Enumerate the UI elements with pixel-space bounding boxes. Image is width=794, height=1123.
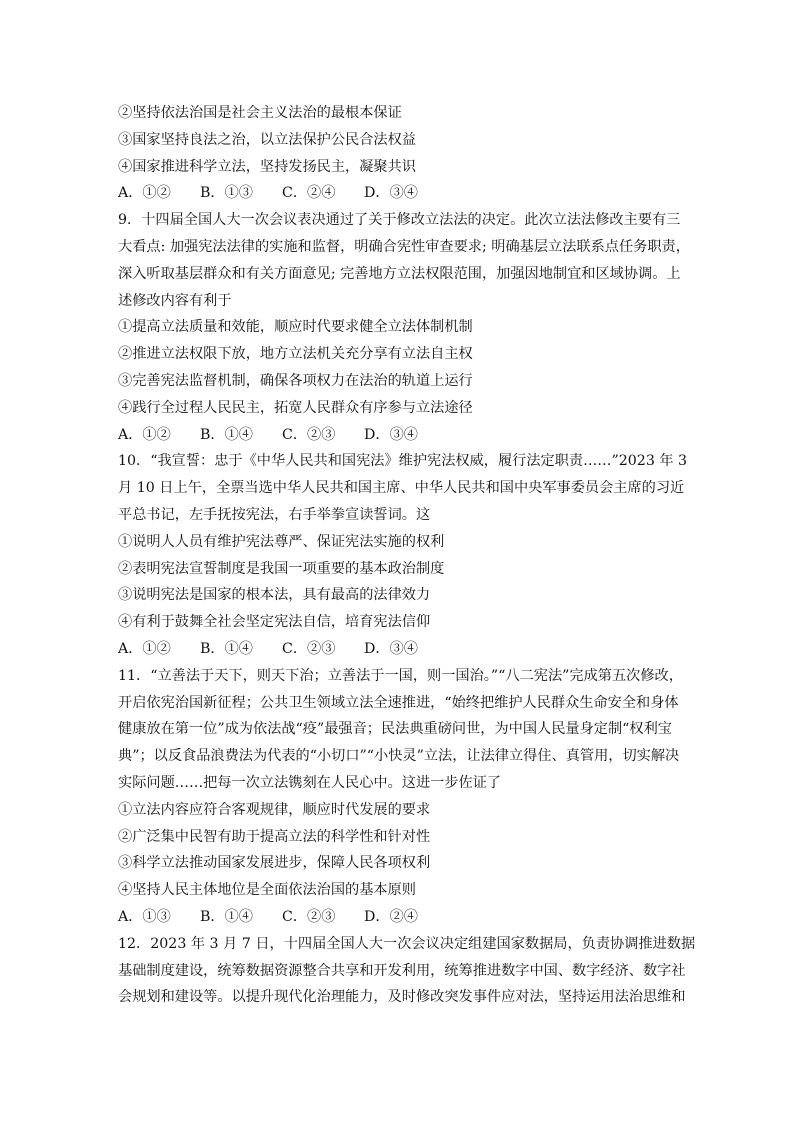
q11-option-c: C．②③ — [282, 908, 336, 925]
q8-option-d: D．③④ — [364, 185, 418, 202]
q11-item-2: ②广泛集中民智有助于提高立法的科学性和针对性 — [118, 828, 431, 845]
q9-options — [118, 422, 688, 449]
q8-option-a: A．①② — [118, 185, 171, 202]
q8-item-2: ②坚持依法治国是社会主义法治的最根本保证 — [118, 105, 402, 121]
q11-option-a: A．①③ — [118, 908, 171, 925]
q10-option-a: A．①② — [118, 640, 171, 657]
q9-stem-line-1: 9．十四届全国人大一次会议表决通过了关于修改立法法的决定。此次立法法修改主要有三 — [118, 212, 681, 229]
q8-options — [118, 180, 688, 207]
q12-stem-line-1: 12．2023 年 3 月 7 日，十四届全国人大一次会议决定组建国家数据局，负责协调推进数据 — [118, 935, 696, 952]
q12-stem-line-2: 基础制度建设，统筹数据资源整合共享和开发利用，统筹推进数字中国、数字经济、数字社 — [118, 962, 686, 979]
q11-options — [118, 904, 688, 931]
q10-item-1: ①说明人人员有维护宪法尊严、保证宪法实施的权利 — [118, 533, 445, 550]
q9-stem-line-2: 大看点: 加强宪法法律的实施和监督，明确合宪性审查要求; 明确基层立法联系点任务职责， — [118, 238, 690, 255]
q11-stem-line-2: 开启依宪治国新征程；公共卫生领域立法全速推进，“始终把维护人民群众生命安全和身体 — [118, 694, 679, 711]
q9-item-4: ④践行全过程人民民主，拓宽人民群众有序参与立法途径 — [118, 399, 473, 416]
q9-option-b: B．①④ — [200, 426, 253, 443]
q9-item-2: ②推进立法权限下放，地方立法机关充分享有立法自主权 — [118, 346, 473, 363]
q11-option-d: D．②④ — [364, 908, 418, 925]
q10-stem-line-1: 10．“我宣誓：忠于《中华人民共和国宪法》维护宪法权威，履行法定职责……”2023 年 3 — [118, 453, 688, 470]
q11-stem-line-5: 实际问题……把每一次立法镌刻在人民心中。这进一步佐证了 — [118, 774, 502, 791]
document-page — [118, 100, 696, 1011]
q9-item-3: ③完善宪法监督机制，确保各项权力在法治的轨道上运行 — [118, 372, 473, 389]
q10-option-d: D．③④ — [364, 640, 418, 657]
q11-stem-line-4: 典”；以反食品浪费法为代表的“小切口”“小快灵”立法，让法律立得住、真管用，切实解决 — [118, 748, 680, 765]
q11-item-4: ④坚持人民主体地位是全面依法治国的基本原则 — [118, 882, 416, 899]
q11-stem-line-3: 健康放在第一位”成为依法战“疫”最强音；民法典重磅问世，为中国人民量身定制“权利宝 — [118, 721, 672, 738]
q11-item-1: ①立法内容应符合客观规律，顺应时代发展的要求 — [118, 801, 431, 818]
q11-option-b: B．①④ — [200, 908, 253, 925]
q10-option-c: C．②③ — [282, 640, 336, 657]
q9-option-d: D．③④ — [364, 426, 418, 443]
q9-stem-line-3: 深入听取基层群众和有关方面意见; 完善地方立法权限范围，加强因地制宜和区域协调。上 — [118, 265, 681, 282]
q9-option-a: A．①② — [118, 426, 171, 443]
q8-item-4: ④国家推进科学立法，坚持发扬民主，凝聚共识 — [118, 158, 416, 175]
q9-option-c: C．②③ — [282, 426, 336, 443]
q10-item-2: ②表明宪法宣誓制度是我国一项重要的基本政治制度 — [118, 560, 445, 577]
q11-stem-line-1: 11．“立善法于天下，则天下治；立善法于一国，则一国治。”“八二宪法”完成第五次修改， — [118, 667, 683, 684]
q8-option-c: C．②④ — [282, 185, 336, 202]
q9-item-1: ①提高立法质量和效能，顺应时代要求健全立法体制机制 — [118, 319, 473, 336]
q9-stem-line-4: 述修改内容有利于 — [118, 292, 232, 309]
q10-stem-line-3: 平总书记，左手抚按宪法，右手举拳宣读誓词。这 — [118, 506, 431, 523]
q8-item-3: ③国家坚持良法之治，以立法保护公民合法权益 — [118, 131, 416, 148]
q11-item-3: ③科学立法推动国家发展进步，保障人民各项权利 — [118, 855, 431, 872]
q10-stem-line-2: 月 10 日上午，全票当选中华人民共和国主席、中华人民共和国中央军事委员会主席的习近 — [118, 480, 685, 497]
q10-item-4: ④有利于鼓舞全社会坚定宪法自信，培育宪法信仰 — [118, 614, 431, 631]
q10-option-b: B．①④ — [200, 640, 253, 657]
q12-stem-line-3: 会规划和建设等。以提升现代化治理能力，及时修改突发事件应对法，坚持运用法治思维和 — [118, 989, 686, 1006]
q10-options — [118, 636, 688, 663]
q8-option-b: B．①③ — [200, 185, 253, 202]
q10-item-3: ③说明宪法是国家的根本法，具有最高的法律效力 — [118, 587, 431, 604]
